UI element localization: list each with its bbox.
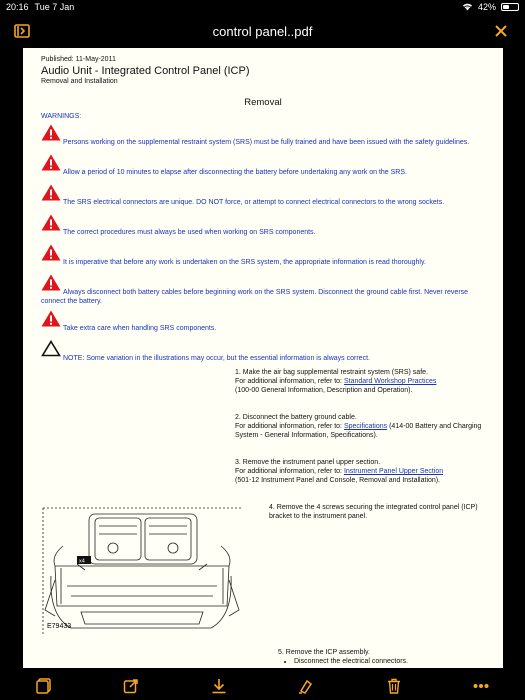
step-text: 4. Remove the 4 screws securing the integrated control panel (ICP) bracket to the instrument panel. (269, 504, 478, 520)
icp-illustration (41, 506, 243, 636)
sidebar-toggle-icon[interactable] (12, 21, 32, 41)
warning-item (41, 184, 485, 210)
warning-triangle-icon (41, 310, 61, 330)
warning-text: Always disconnect both battery cables before beginning work on the SRS system. Disconnect the ground cable first. Never reverse connect the battery. (41, 289, 469, 305)
warning-text: The correct procedures must always be used when working on SRS components. (63, 229, 316, 236)
warning-triangle-icon (41, 154, 61, 174)
bullet-item: • Disconnect the electrical connectors. (294, 657, 478, 666)
bottom-toolbar (0, 672, 525, 700)
warning-triangle-icon (41, 124, 61, 144)
warning-text: Take extra care when handling SRS components. (63, 325, 217, 332)
step-text: 5. Remove the ICP assembly. (278, 649, 370, 656)
warning-item (41, 310, 485, 336)
warning-item (41, 244, 485, 270)
step-text: 2. Disconnect the battery ground cable. (235, 414, 357, 421)
warning-triangle-icon (41, 214, 61, 234)
page-title: Audio Unit - Integrated Control Panel (ICP) (41, 65, 250, 77)
status-bar (0, 0, 525, 14)
warning-text: The SRS electrical connectors are unique. DO NOT force, or attempt to connect electrical connectors to the wrong sockets. (63, 199, 445, 206)
warning-triangle-icon (41, 274, 61, 294)
warnings-label: WARNINGS: (41, 113, 82, 120)
step-1 (235, 368, 485, 395)
ref-prefix: For additional information, refer to: (235, 468, 344, 475)
more-icon[interactable] (470, 675, 492, 697)
step-5 (278, 648, 478, 666)
ref-suffix: (501-12 Instrument Panel and Console, Removal and Installation). (235, 477, 441, 484)
figure-callout: x4 (79, 558, 85, 565)
wifi-icon (462, 2, 473, 13)
warning-item (41, 154, 485, 180)
ref-prefix: For additional information, refer to: (235, 423, 344, 430)
close-icon[interactable] (491, 21, 511, 41)
step-4 (269, 503, 479, 521)
warnings-list (41, 124, 485, 336)
warning-triangle-icon (41, 244, 61, 264)
step-3 (235, 458, 485, 485)
battery-icon (501, 3, 519, 11)
status-time: 20:16 (6, 2, 29, 12)
share-icon[interactable] (120, 675, 142, 697)
section-heading: Removal (244, 97, 282, 108)
warning-triangle-icon (41, 184, 61, 204)
warning-text: Allow a period of 10 minutes to elapse after disconnecting the battery before undertaking any work on the SRS. (63, 169, 407, 176)
status-date: Tue 7 Jan (34, 2, 75, 12)
note-triangle-icon (41, 340, 61, 360)
step-text: 3. Remove the instrument panel upper section. (235, 459, 381, 466)
ref-link[interactable]: Specifications (343, 423, 388, 430)
published-date: Published: 11-May-2011 (41, 56, 116, 63)
warning-text: It is imperative that before any work is undertaken on the SRS system, the appropriate information is read thoroughly. (63, 259, 426, 266)
markup-icon[interactable] (295, 675, 317, 697)
note-text: NOTE: Some variation in the illustrations may occur, but the essential information is always correct. (63, 355, 370, 362)
document-title: control panel..pdf (212, 23, 313, 39)
thumbnails-icon[interactable] (33, 675, 55, 697)
warning-item (41, 214, 485, 240)
delete-icon[interactable] (383, 675, 405, 697)
ref-link[interactable]: Instrument Panel Upper Section (343, 468, 444, 475)
ref-suffix: (100-00 General Information, Description and Operation). (235, 387, 413, 394)
battery-percent: 42% (477, 2, 496, 12)
warning-text: Persons working on the supplemental restraint system (SRS) must be fully trained and have been issued with the safety guidelines. (63, 139, 470, 146)
ref-prefix: For additional information, refer to: (235, 378, 344, 385)
ref-suffix: (414-00 Battery and Charging System - General Information, Specifications). (235, 423, 482, 439)
page-subtitle: Removal and Installation (41, 78, 118, 85)
step-text: 1. Make the air bag supplemental restraint system (SRS) safe. (235, 369, 428, 376)
figure-label: E79433 (47, 623, 72, 630)
download-icon[interactable] (208, 675, 230, 697)
pdf-page[interactable] (23, 48, 503, 668)
warning-item (41, 274, 485, 306)
step-2 (235, 413, 485, 440)
nav-bar (0, 14, 525, 48)
warning-item (41, 124, 485, 150)
note (41, 340, 485, 363)
ref-link[interactable]: Standard Workshop Practices (343, 378, 437, 385)
